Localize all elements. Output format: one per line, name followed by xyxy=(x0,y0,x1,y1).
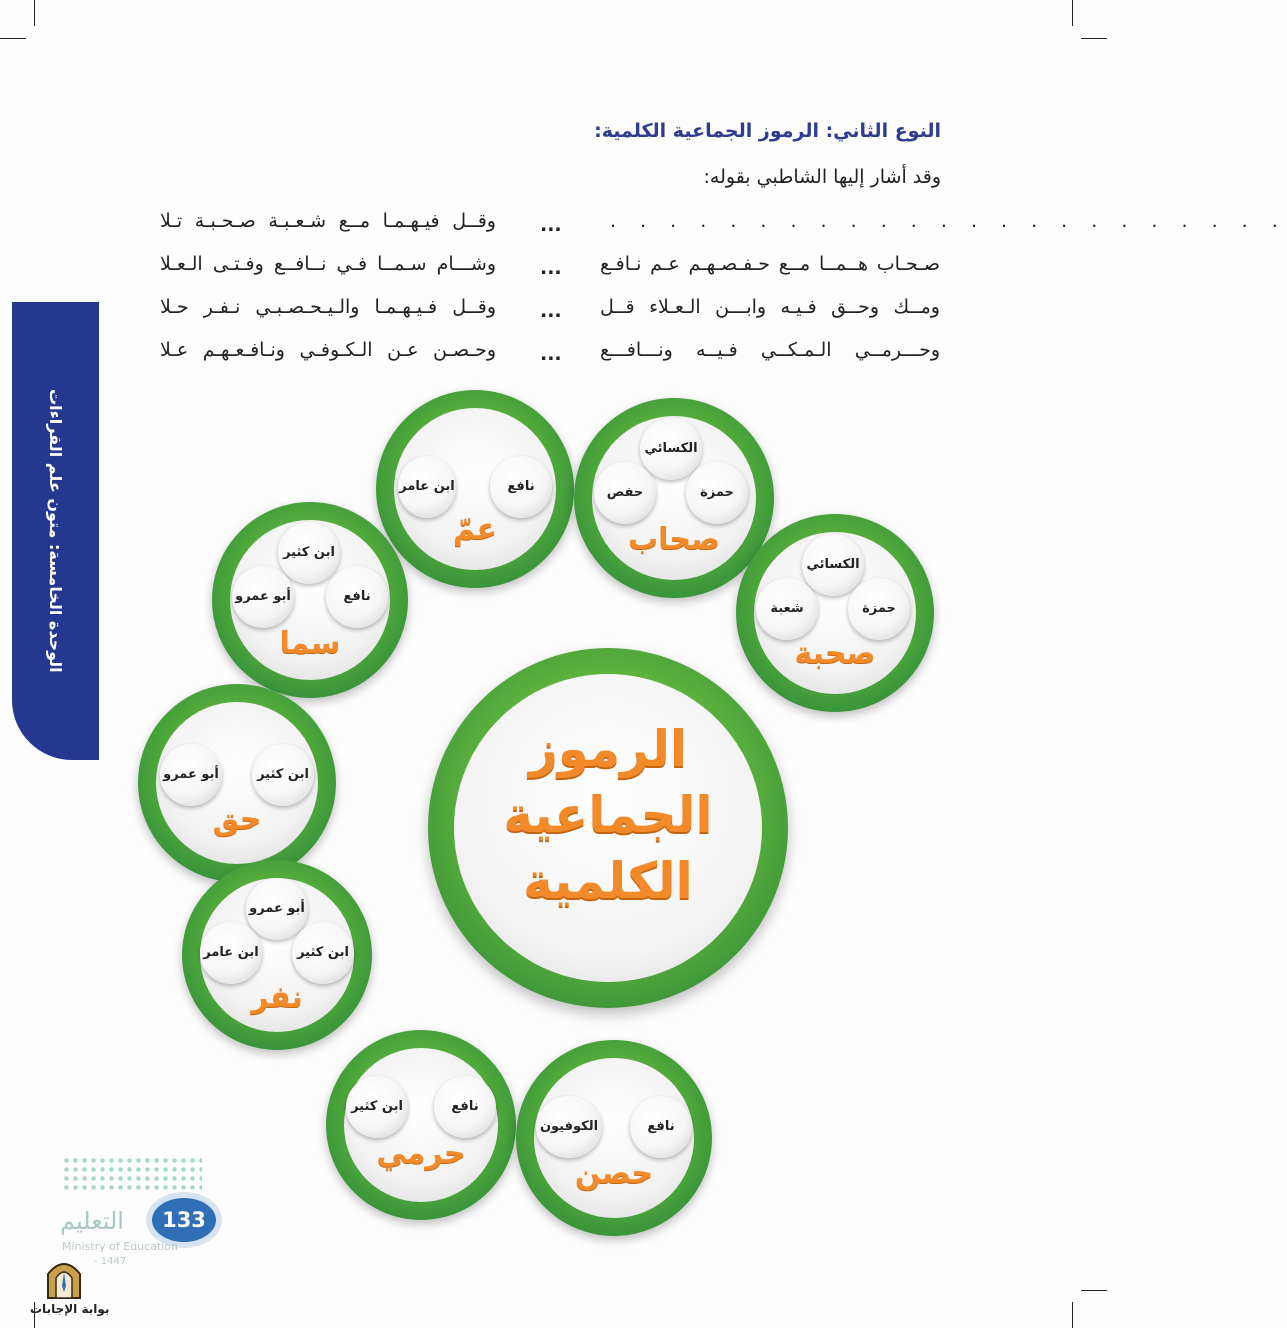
symbol-circle-am xyxy=(376,390,574,588)
symbol-circle-sihab xyxy=(574,398,774,598)
ministry-year: - 1447 xyxy=(94,1256,127,1267)
verse-left: وشـــام سـمــا فـي نــافــع وفـتـى الـعـلا xyxy=(160,253,496,275)
symbol-label: سما xyxy=(279,626,341,661)
symbol-circle-nafar xyxy=(182,860,372,1050)
intro-text: وقد أشار إليها الشاطبي بقوله: xyxy=(703,166,941,188)
symbol-label: نفر xyxy=(251,980,303,1015)
ministry-name-en: Ministry of Education xyxy=(62,1240,179,1253)
reader-bubble: ابن كثير xyxy=(278,522,340,584)
reader-bubble: الكسائي xyxy=(802,534,864,596)
crop-mark xyxy=(1081,1290,1107,1291)
symbol-circle-sohba xyxy=(736,514,934,712)
reader-bubble: نافع xyxy=(630,1096,692,1158)
ministry-logo-dots xyxy=(62,1156,202,1194)
symbol-label: حرمي xyxy=(376,1136,466,1171)
reader-bubble: ابن عامر xyxy=(398,456,456,518)
verse-row xyxy=(160,210,1287,244)
verse-right: وحـــرمــي الـمـكــي فـيــه ونـــافـــع xyxy=(600,339,940,361)
section-heading: النوع الثاني: الرموز الجماعية الكلمية: xyxy=(594,120,941,142)
reader-bubble: ابن كثير xyxy=(292,922,354,984)
crop-mark xyxy=(0,38,26,39)
reader-bubble: أبو عمرو xyxy=(160,744,222,806)
center-title-line: الكلمية xyxy=(523,852,693,910)
symbol-label: حق xyxy=(212,802,262,837)
symbol-circle-hisn xyxy=(516,1040,712,1236)
reader-bubble: حفص xyxy=(594,462,656,524)
verse-right: ومــك وحــق فـيـه وابـــن الـعـلاء قــل xyxy=(600,296,940,318)
reader-bubble: أبو عمرو xyxy=(246,878,308,940)
center-title-line: الجماعية xyxy=(503,786,713,844)
symbol-circle-haqq xyxy=(138,684,336,882)
reader-bubble: نافع xyxy=(326,566,388,628)
page-number: 133 xyxy=(152,1198,216,1242)
verse-row xyxy=(160,339,940,373)
gate-logo-icon xyxy=(44,1256,84,1300)
reader-bubble: ابن كثير xyxy=(252,744,314,806)
symbol-label: حصن xyxy=(574,1156,654,1191)
verse-left: وقــل فـيـهـمـا والـيـحـصـبـي نـفـر حـلا xyxy=(160,296,496,318)
symbol-circle-sama xyxy=(212,502,408,698)
verse-left: وحـصـن عـن الـكـوفـي ونـافـعـهـم عـلا xyxy=(160,339,496,361)
gate-logo-text: بوابة الإجابات xyxy=(30,1302,110,1316)
verse-row xyxy=(160,253,940,287)
reader-bubble: ابن كثير xyxy=(346,1076,408,1138)
unit-side-tab-label: الوحدة الخامسة: متون علم القراءات xyxy=(46,389,65,673)
reader-bubble: الكوفيون xyxy=(536,1096,602,1158)
verse-separator: ... xyxy=(540,257,562,279)
verse-separator: ... xyxy=(540,300,562,322)
reader-bubble: نافع xyxy=(434,1076,496,1138)
ministry-name-ar: التعليم xyxy=(60,1207,124,1235)
verse-right: صـحـاب هــمــا مــع حـفـصـهـم عـم نـافـع xyxy=(600,253,940,275)
symbol-label: صحبة xyxy=(794,636,876,671)
unit-side-tab-label-wrap xyxy=(12,302,99,760)
symbol-label: صحاب xyxy=(627,522,721,557)
reader-bubble: حمزة xyxy=(686,462,748,524)
reader-bubble: الكسائي xyxy=(640,418,702,480)
reader-bubble: ابن عامر xyxy=(200,922,262,984)
reader-bubble: نافع xyxy=(490,456,552,518)
symbol-circle-harami xyxy=(326,1030,516,1220)
verse-separator: ... xyxy=(540,214,562,236)
center-circle xyxy=(428,648,788,1008)
verse-right-dots: . . . . . . . . . . . . . . . . . . . . . . . xyxy=(610,210,1287,232)
reader-bubble: حمزة xyxy=(848,578,910,640)
crop-mark xyxy=(1072,0,1073,26)
center-title-line: الرموز xyxy=(528,720,688,778)
crop-mark xyxy=(34,0,35,26)
symbol-label: عمّ xyxy=(452,512,498,547)
reader-bubble: شعبة xyxy=(756,578,818,640)
verse-left: وقــل فيـهـمـا مــع شـعـبـة صـحـبـة تـلا xyxy=(160,210,496,232)
verse-separator: ... xyxy=(540,343,562,365)
verse-row xyxy=(160,296,940,330)
crop-mark xyxy=(1081,38,1107,39)
reader-bubble: أبو عمرو xyxy=(232,566,294,628)
crop-mark xyxy=(1072,1302,1073,1328)
